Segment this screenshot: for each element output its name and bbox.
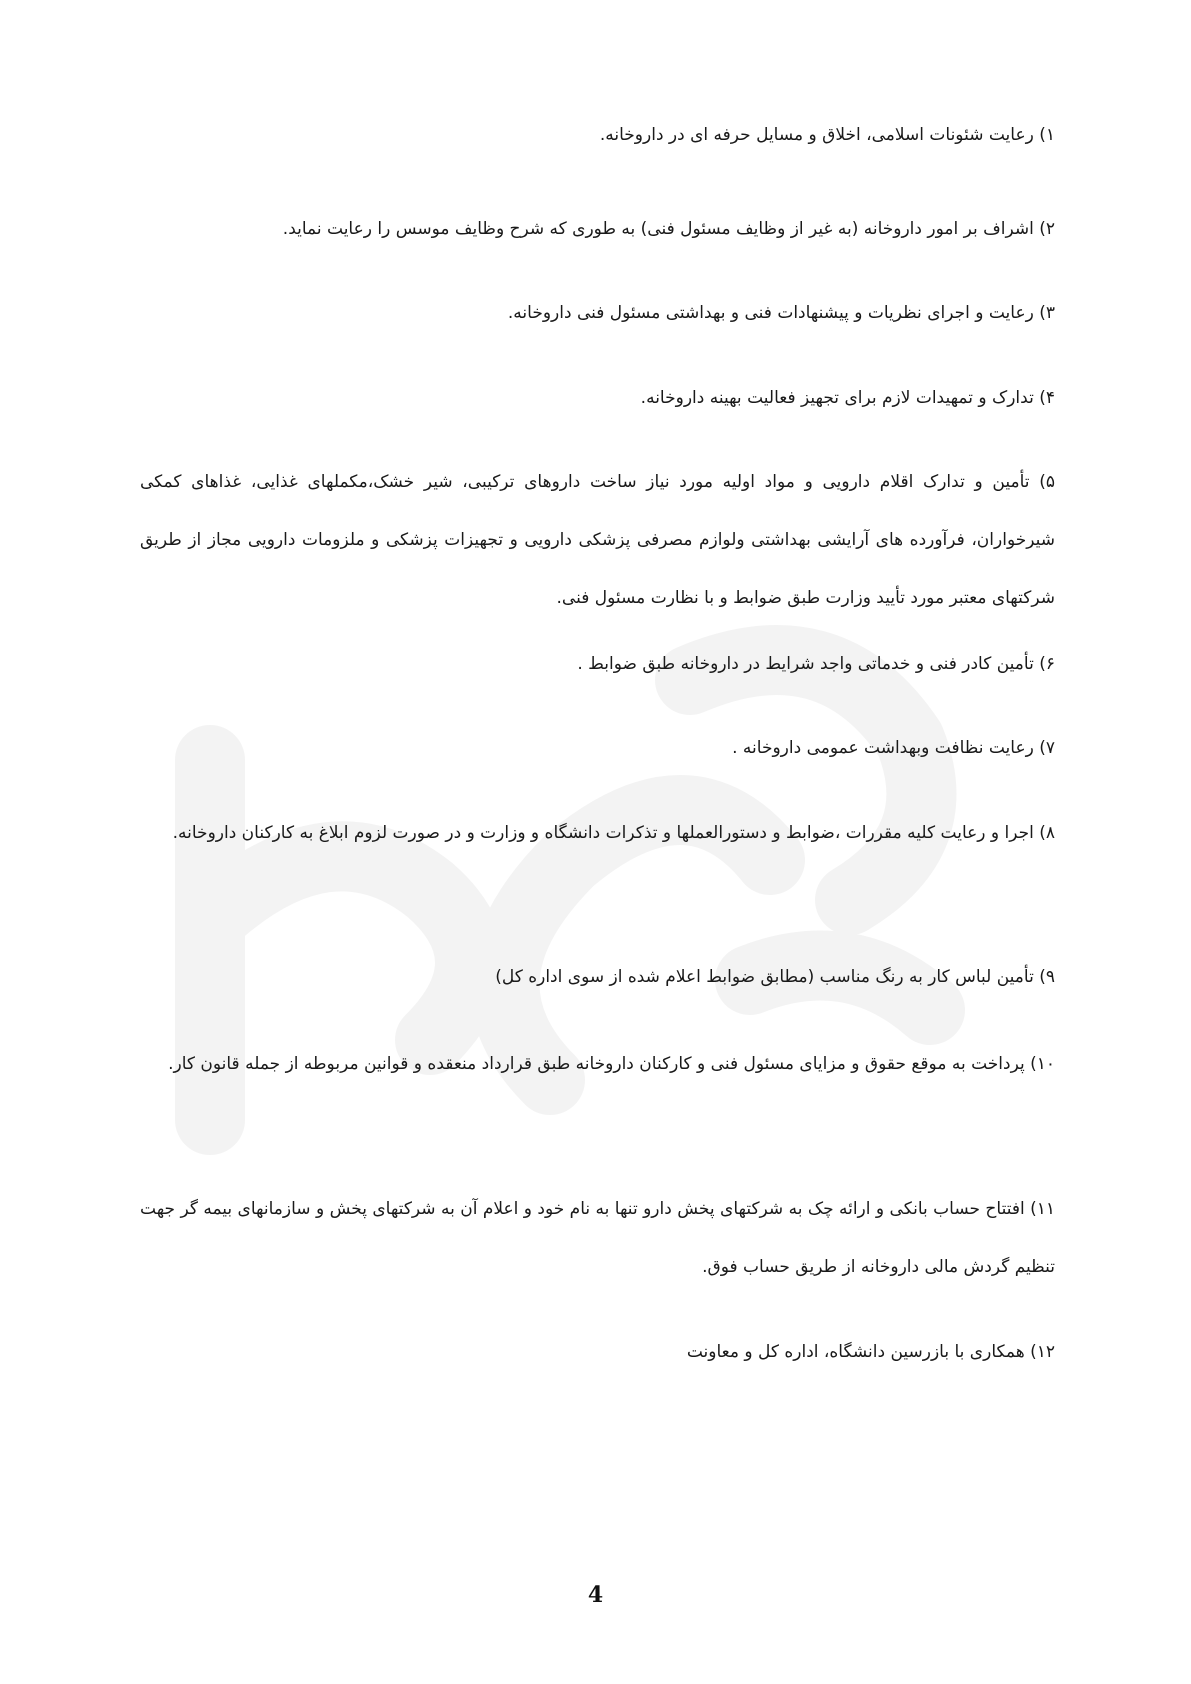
- list-item: ۱۱) افتتاح حساب بانکی و ارائه چک به شرکتهای پخش دارو تنها به نام خود و اعلام آن به شرکتهای پخش و سازمانهای بیمه گر جهت تنظیم گردش مالی داروخانه از طریق حساب فوق.: [140, 1199, 1055, 1277]
- list-item: ۲) اشراف بر امور داروخانه (به غیر از وظایف مسئول فنی) به طوری که شرح وظایف موسس را رعایت نماید.: [282, 219, 1055, 239]
- page-number: 4: [587, 1582, 604, 1608]
- list-item: ۵) تأمین و تدارک اقلام دارویی و مواد اولیه مورد نیاز ساخت داروهای ترکیبی، شیر خشک،مکملهای غذایی، غذاهای کمکی شیرخواران، فرآورده های آرایشی بهداشتی ولوازم مصرفی پزشکی دارویی و تجهیزات پزشکی و ملزومات دارویی مجاز از طریق شرکتهای معتبر مورد تأیید وزارت طبق ضوابط و با نظارت مسئول فنی.: [140, 472, 1055, 608]
- list-item: ۴) تدارک و تمهیدات لازم برای تجهیز فعالیت بهینه داروخانه.: [640, 388, 1055, 408]
- list-item: ۹) تأمین لباس کار به رنگ مناسب (مطابق ضوابط اعلام شده از سوی اداره کل): [495, 967, 1055, 987]
- list-item: ۱) رعایت شئونات اسلامی، اخلاق و مسایل حرفه ای در داروخانه.: [599, 125, 1055, 145]
- list-item: ۸) اجرا و رعایت کلیه مقررات ،ضوابط و دستورالعملها و تذکرات دانشگاه و وزارت و در صورت لزوم ابلاغ به کارکنان داروخانه.: [172, 823, 1055, 843]
- list-item: ۳) رعایت و اجرای نظریات و پیشنهادات فنی و بهداشتی مسئول فنی داروخانه.: [507, 303, 1055, 323]
- list-item: ۱۲) همکاری با بازرسین دانشگاه، اداره کل و معاونت: [686, 1342, 1055, 1362]
- list-item: ۶) تأمین کادر فنی و خدماتی واجد شرایط در داروخانه طبق ضوابط .: [577, 654, 1055, 674]
- list-item: ۱۰) پرداخت به موقع حقوق و مزایای مسئول فنی و کارکنان داروخانه طبق قرارداد منعقده و قوانین مربوطه از جمله قانون کار.: [168, 1054, 1055, 1074]
- list-item: ۷) رعایت نظافت وبهداشت عمومی داروخانه .: [732, 738, 1055, 758]
